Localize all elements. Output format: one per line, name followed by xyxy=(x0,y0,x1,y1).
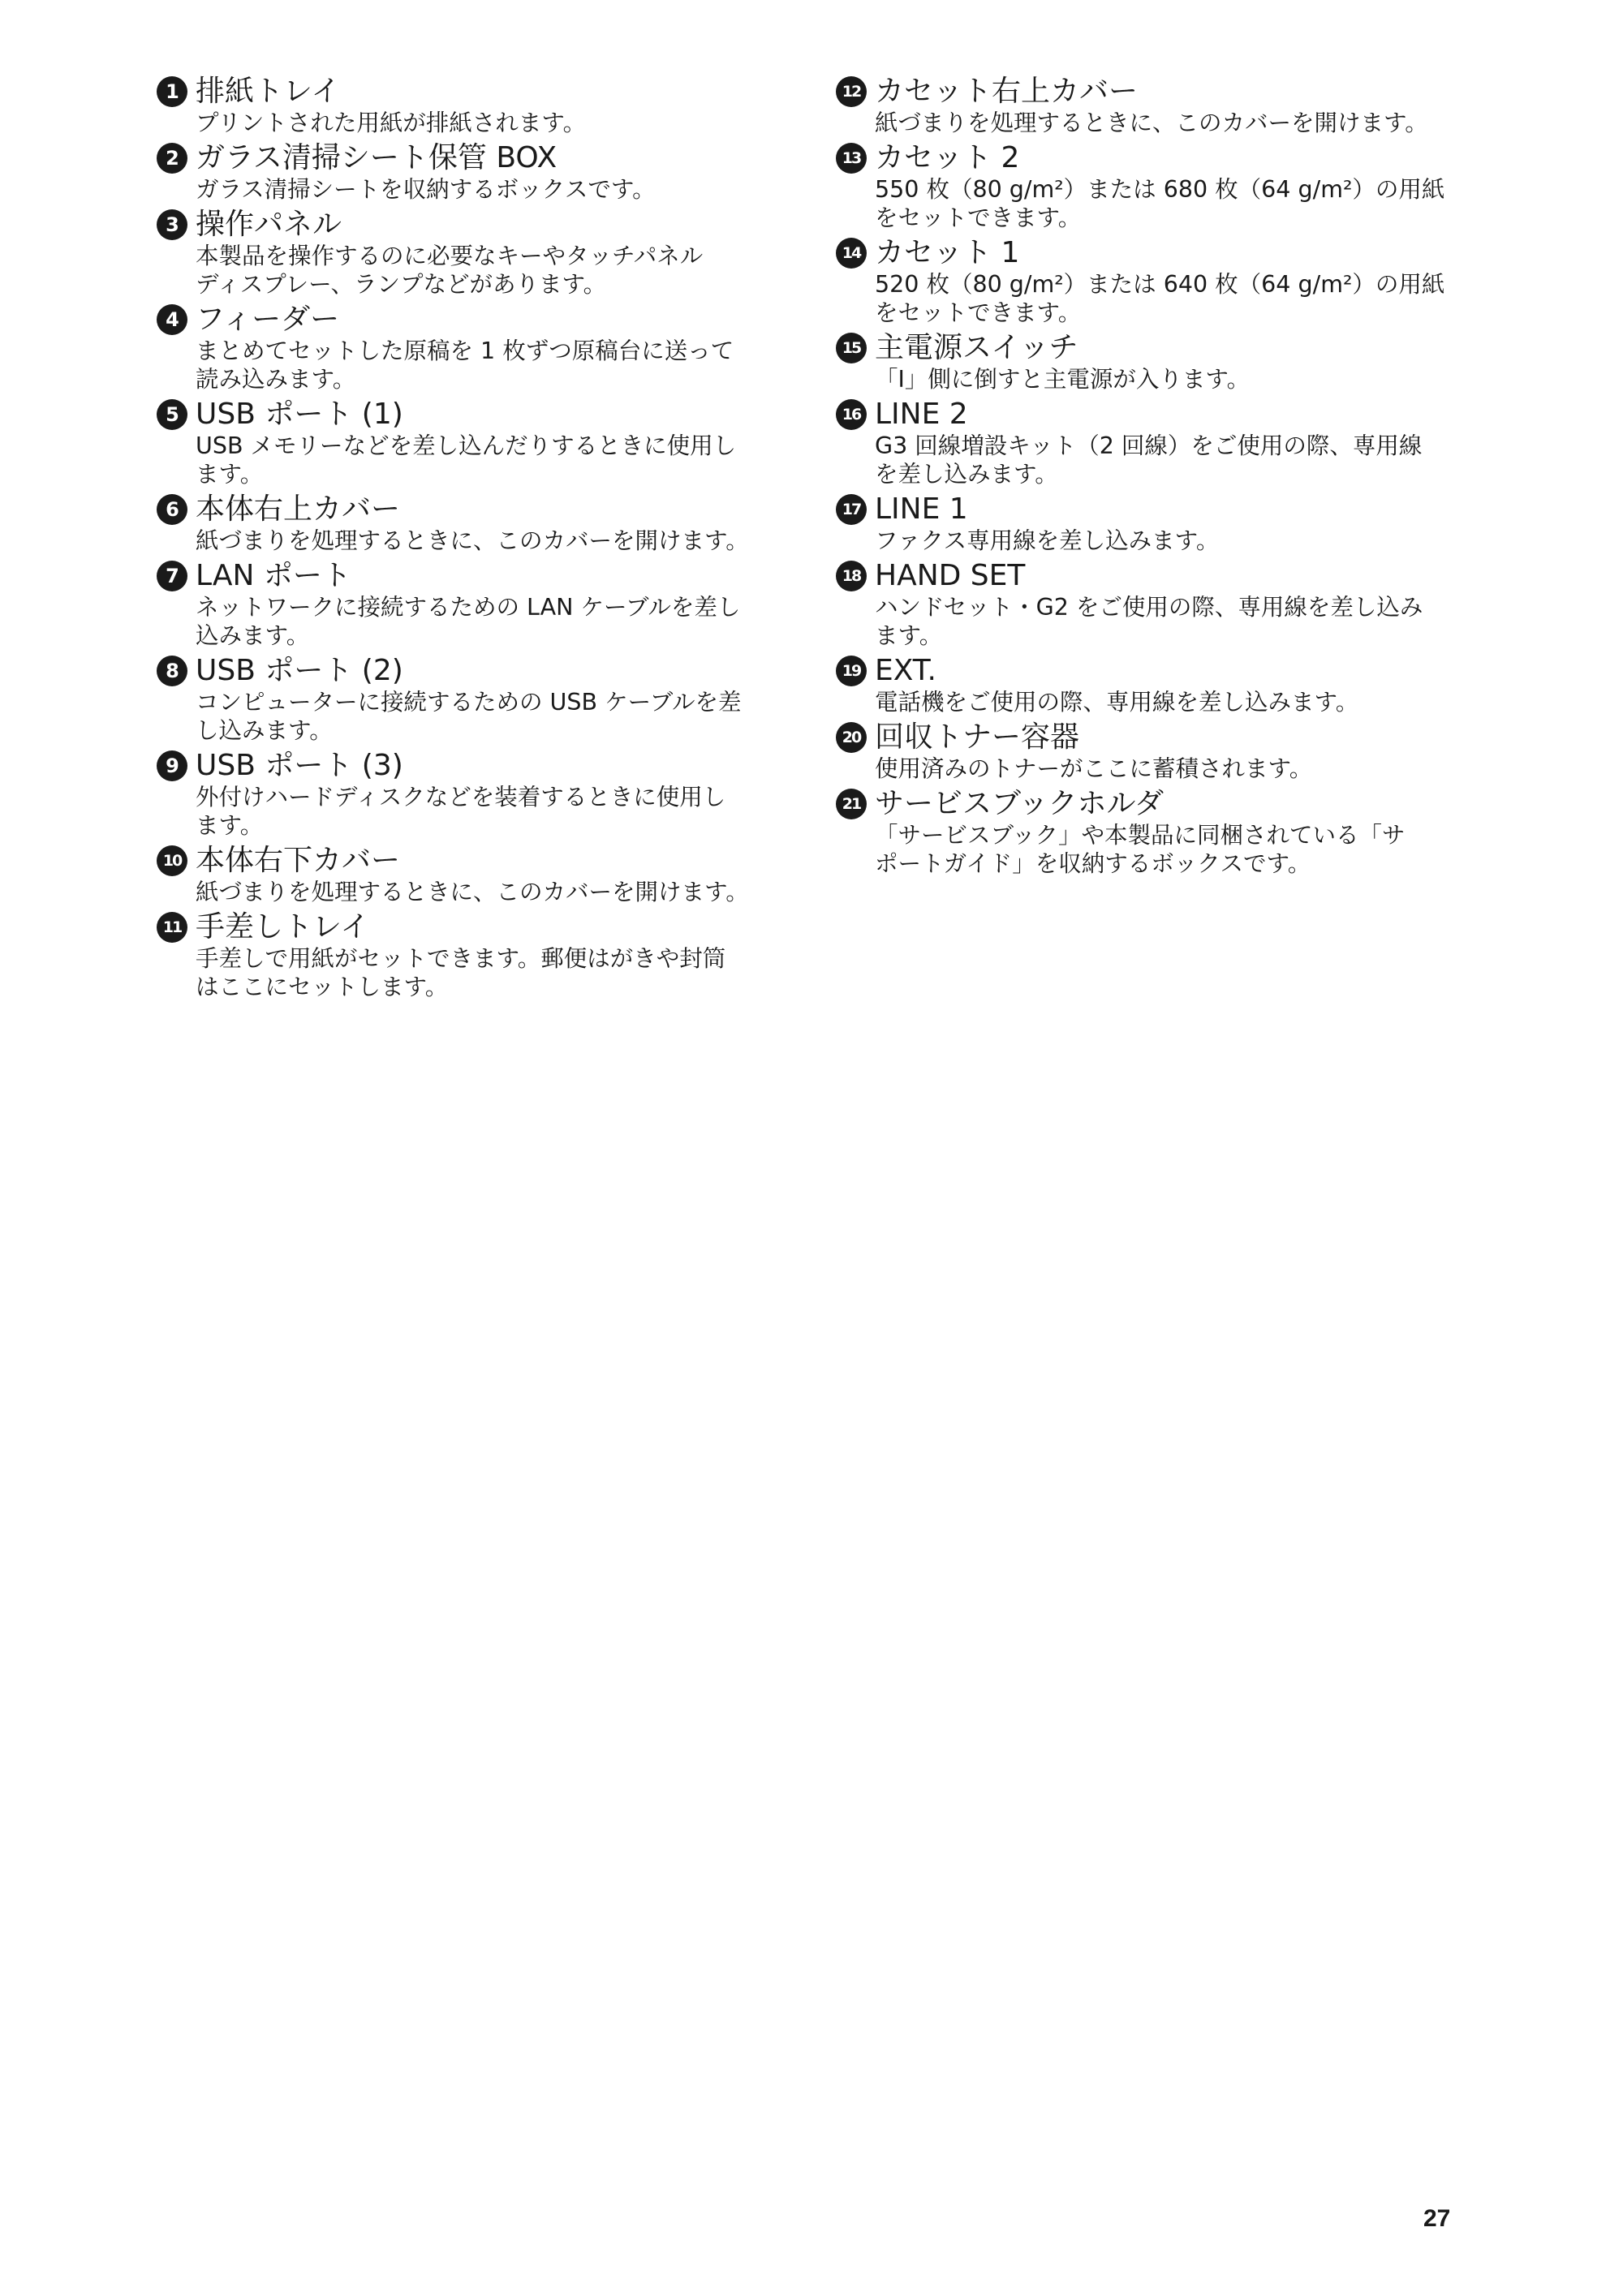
description-line: を差し込みます。 xyxy=(875,461,1058,488)
item-9 xyxy=(157,747,781,840)
item-heading xyxy=(157,301,781,338)
item-description xyxy=(196,783,781,840)
item-21 xyxy=(836,785,1469,878)
description-line: ガラス清掃シートを収納するボックスです。 xyxy=(196,176,656,203)
item-title: USB ポート (3) xyxy=(196,749,403,782)
description-line: ます。 xyxy=(875,622,943,649)
description-line: USB メモリーなどを差し込んだりするときに使用し xyxy=(196,432,737,459)
item-title: ガラス清掃シート保管 BOX xyxy=(196,141,558,174)
item-heading xyxy=(157,206,781,243)
item-heading xyxy=(836,785,1469,823)
item-title: 本体右上カバー xyxy=(196,492,401,526)
description-line: 520 枚（80 g/m²）または 640 枚（64 g/m²）の用紙 xyxy=(875,271,1445,298)
description-line: 「I」側に倒すと主電源が入ります。 xyxy=(875,366,1251,393)
item-10 xyxy=(157,842,781,906)
item-description xyxy=(196,527,781,555)
description-line: 「サービスブック」や本製品に同梱されている「サ xyxy=(875,822,1406,849)
item-number-badge: 14 xyxy=(836,238,867,269)
item-heading xyxy=(157,652,781,690)
left-column xyxy=(157,73,781,1004)
item-description xyxy=(875,527,1469,555)
item-heading xyxy=(157,842,781,879)
item-title: 回収トナー容器 xyxy=(875,720,1080,754)
description-line: プリントされた用紙が排紙されます。 xyxy=(196,110,587,136)
item-6 xyxy=(157,491,781,555)
item-title: 主電源スイッチ xyxy=(875,331,1078,364)
item-heading xyxy=(157,73,781,110)
item-number-badge: 5 xyxy=(157,399,187,430)
item-description xyxy=(875,175,1469,232)
item-number-badge: 7 xyxy=(157,561,187,591)
description-line: をセットできます。 xyxy=(875,204,1082,231)
item-heading xyxy=(157,491,781,528)
description-line: 手差しで用紙がセットできます。郵便はがきや封筒 xyxy=(196,945,726,972)
description-line: 外付けハードディスクなどを装着するときに使用し xyxy=(196,784,726,810)
description-line: ネットワークに接続するための LAN ケーブルを差し xyxy=(196,594,741,621)
item-number-badge: 20 xyxy=(836,722,867,753)
item-title: サービスブックホルダ xyxy=(875,787,1165,820)
item-description xyxy=(196,593,781,650)
item-heading xyxy=(836,491,1469,528)
description-line: 読み込みます。 xyxy=(196,366,356,393)
item-number-badge: 3 xyxy=(157,209,187,240)
item-description xyxy=(875,593,1469,650)
item-number-badge: 21 xyxy=(836,789,867,819)
item-title: カセット右上カバー xyxy=(875,75,1139,108)
item-description xyxy=(196,109,781,137)
item-title: 手差しトレイ xyxy=(196,910,370,944)
item-heading xyxy=(836,557,1469,595)
description-line: 紙づまりを処理するときに、このカバーを開けます。 xyxy=(875,110,1428,136)
item-20 xyxy=(836,719,1469,783)
description-line: 込みます。 xyxy=(196,622,310,649)
item-description xyxy=(196,337,781,393)
item-19 xyxy=(836,652,1469,716)
item-11 xyxy=(157,909,781,1001)
item-number-badge: 15 xyxy=(836,333,867,363)
item-16 xyxy=(836,396,1469,488)
description-line: 550 枚（80 g/m²）または 680 枚（64 g/m²）の用紙 xyxy=(875,176,1445,203)
description-line: し込みます。 xyxy=(196,717,333,744)
item-14 xyxy=(836,234,1469,327)
item-heading xyxy=(157,140,781,177)
item-title: LAN ポート xyxy=(196,559,351,592)
item-heading xyxy=(836,329,1469,367)
item-description xyxy=(875,755,1469,783)
item-number-badge: 2 xyxy=(157,143,187,174)
item-17 xyxy=(836,491,1469,555)
item-description xyxy=(875,688,1469,716)
item-number-badge: 10 xyxy=(157,845,187,876)
item-heading xyxy=(836,234,1469,272)
item-description xyxy=(196,175,781,204)
description-line: 紙づまりを処理するときに、このカバーを開けます。 xyxy=(196,879,749,905)
description-line: をセットできます。 xyxy=(875,299,1082,326)
item-number-badge: 13 xyxy=(836,143,867,174)
item-15 xyxy=(836,329,1469,393)
item-8 xyxy=(157,652,781,745)
right-column xyxy=(836,73,1469,880)
description-line: ハンドセット・G2 をご使用の際、専用線を差し込み xyxy=(875,594,1423,621)
item-description xyxy=(196,878,781,906)
item-number-badge: 17 xyxy=(836,494,867,525)
description-line: G3 回線増設キット（2 回線）をご使用の際、専用線 xyxy=(875,432,1423,459)
item-number-badge: 9 xyxy=(157,750,187,781)
item-title: LINE 1 xyxy=(875,492,968,526)
item-description xyxy=(875,270,1469,327)
item-number-badge: 12 xyxy=(836,76,867,107)
item-3 xyxy=(157,206,781,299)
item-heading xyxy=(157,396,781,433)
item-title: USB ポート (1) xyxy=(196,398,403,431)
item-heading xyxy=(836,652,1469,690)
description-line: 電話機をご使用の際、専用線を差し込みます。 xyxy=(875,689,1359,716)
item-title: カセット 1 xyxy=(875,236,1020,269)
item-title: USB ポート (2) xyxy=(196,654,403,687)
item-description xyxy=(875,821,1469,878)
item-number-badge: 4 xyxy=(157,304,187,335)
item-title: EXT. xyxy=(875,654,936,687)
description-line: ファクス専用線を差し込みます。 xyxy=(875,527,1220,554)
item-description xyxy=(875,432,1469,488)
item-heading xyxy=(157,557,781,595)
item-title: HAND SET xyxy=(875,559,1026,592)
description-line: 使用済みのトナーがここに蓄積されます。 xyxy=(875,755,1313,782)
item-description xyxy=(875,365,1469,393)
item-18 xyxy=(836,557,1469,650)
item-heading xyxy=(836,73,1469,110)
item-description xyxy=(875,109,1469,137)
item-heading xyxy=(836,719,1469,756)
description-line: ます。 xyxy=(196,812,264,839)
item-1 xyxy=(157,73,781,137)
item-description xyxy=(196,944,781,1001)
description-line: 本製品を操作するのに必要なキーやタッチパネル xyxy=(196,243,704,269)
description-line: コンピューターに接続するための USB ケーブルを差 xyxy=(196,689,742,716)
item-number-badge: 19 xyxy=(836,656,867,686)
item-heading xyxy=(157,909,781,946)
item-description xyxy=(196,242,781,299)
item-7 xyxy=(157,557,781,650)
description-line: まとめてセットした原稿を 1 枚ずつ原稿台に送って xyxy=(196,338,734,364)
item-heading xyxy=(836,396,1469,433)
item-12 xyxy=(836,73,1469,137)
description-line: 紙づまりを処理するときに、このカバーを開けます。 xyxy=(196,527,749,554)
description-line: ポートガイド」を収納するボックスです。 xyxy=(875,850,1311,877)
item-number-badge: 1 xyxy=(157,76,187,107)
item-title: カセット 2 xyxy=(875,141,1020,174)
item-5 xyxy=(157,396,781,488)
item-4 xyxy=(157,301,781,393)
item-title: 排紙トレイ xyxy=(196,75,341,108)
page-number: 27 xyxy=(1423,2205,1451,2232)
item-2 xyxy=(157,140,781,204)
item-number-badge: 16 xyxy=(836,399,867,430)
item-number-badge: 18 xyxy=(836,561,867,591)
item-heading xyxy=(836,140,1469,177)
item-description xyxy=(196,432,781,488)
item-title: 本体右下カバー xyxy=(196,844,401,877)
description-line: ディスプレー、ランプなどがあります。 xyxy=(196,271,607,298)
item-title: 操作パネル xyxy=(196,208,342,241)
item-number-badge: 6 xyxy=(157,494,187,525)
item-heading xyxy=(157,747,781,785)
item-number-badge: 11 xyxy=(157,912,187,943)
item-number-badge: 8 xyxy=(157,656,187,686)
item-title: LINE 2 xyxy=(875,398,968,431)
description-line: ます。 xyxy=(196,461,264,488)
description-line: はここにセットします。 xyxy=(196,974,449,1000)
item-title: フィーダー xyxy=(196,303,340,336)
item-description xyxy=(196,688,781,745)
item-13 xyxy=(836,140,1469,232)
